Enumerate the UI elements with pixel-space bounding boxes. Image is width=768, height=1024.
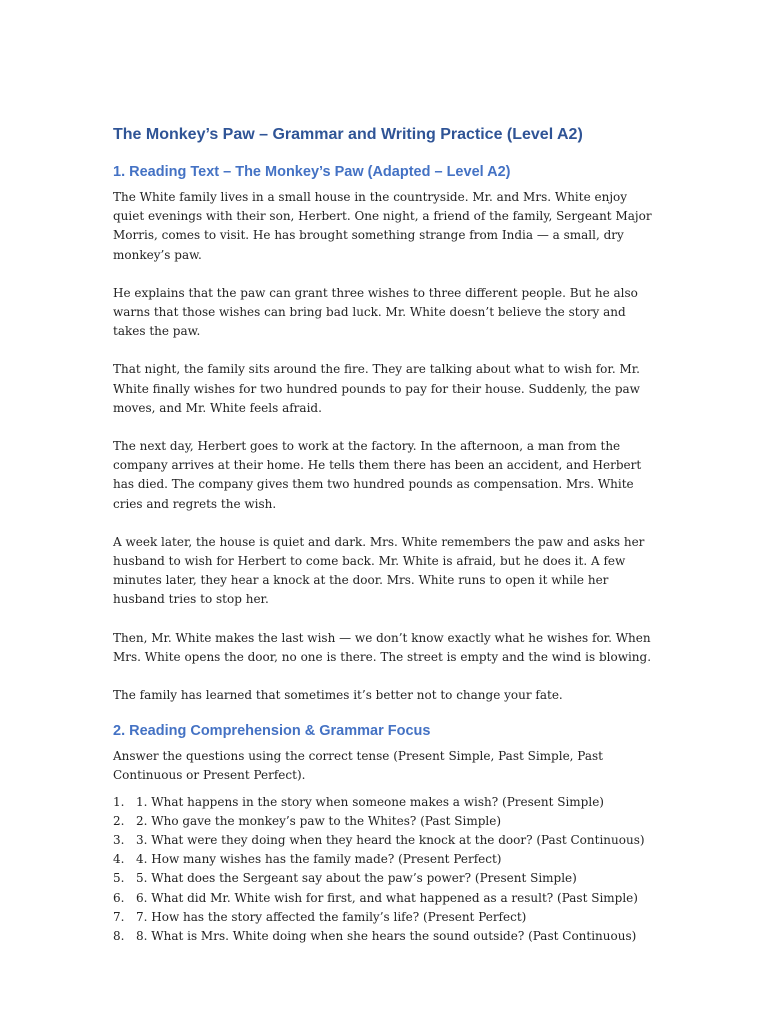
document-page: [113, 124, 658, 946]
list-item-text: 3. What were they doing when they heard the knock at the door? (Past Continuous): [136, 833, 645, 848]
list-item-number: 7.: [113, 909, 125, 924]
story-paragraph-4: The next day, Herbert goes to work at the factory. In the afternoon, a man from the company arrives at their home. He tells them there has been an accident, and Herbert has died. The company gives them two hundred pounds as compensation. Mrs. White cries and regrets the wish.: [113, 439, 642, 511]
section-comprehension: [113, 721, 658, 946]
list-item: [113, 812, 658, 831]
list-item-text: 7. How has the story affected the family’s life? (Present Perfect): [136, 909, 527, 924]
list-item: [113, 889, 658, 908]
story-paragraph-5: A week later, the house is quiet and dark. Mrs. White remembers the paw and asks her husband to wish for Herbert to come back. Mr. White is afraid, but he does it. A few minutes later, they hear a knock at the door. Mrs. White runs to open it while her husband tries to stop her.: [113, 534, 645, 607]
list-item-number: 6.: [113, 890, 125, 905]
list-item-text: 2. Who gave the monkey’s paw to the Whites? (Past Simple): [136, 813, 502, 828]
list-item: [113, 793, 658, 812]
list-item-text: 6. What did Mr. White wish for first, and what happened as a result? (Past Simple): [136, 890, 638, 905]
section-reading-text: [113, 162, 658, 705]
list-item: [113, 927, 658, 946]
list-item: [113, 908, 658, 927]
list-item-text: 1. What happens in the story when someone makes a wish? (Present Simple): [136, 794, 604, 809]
list-item: [113, 850, 658, 869]
question-list: [113, 793, 658, 947]
list-item-number: 8.: [113, 929, 125, 944]
list-item: [113, 869, 658, 888]
story-paragraph-1: The White family lives in a small house in the countryside. Mr. and Mrs. White enjoy quiet evenings with their son, Herbert. One night, a friend of the family, Sergeant Major Morris, comes to visit. He has brought something strange from India — a small, dry monkey’s paw.: [113, 190, 652, 262]
list-item-text: 8. What is Mrs. White doing when she hears the sound outside? (Past Continuous): [136, 929, 637, 944]
list-item-number: 3.: [113, 833, 125, 848]
list-item: [113, 831, 658, 850]
section2-instructions: Answer the questions using the correct tense (Present Simple, Past Simple, Past Continuous or Present Perfect).: [113, 749, 603, 783]
story-paragraph-3: That night, the family sits around the fire. They are talking about what to wish for. Mr. White finally wishes for two hundred pounds to pay for their house. Suddenly, the paw moves, and Mr. White feels afraid.: [113, 362, 640, 415]
list-item-text: 5. What does the Sergeant say about the paw’s power? (Present Simple): [136, 871, 577, 886]
story-paragraph-6: Then, Mr. White makes the last wish — we don’t know exactly what he wishes for. When Mrs. White opens the door, no one is there. The street is empty and the wind is blowing.: [113, 630, 652, 664]
list-item-number: 1.: [113, 794, 125, 809]
document-title: The Monkey’s Paw – Grammar and Writing Practice (Level A2): [113, 126, 583, 143]
list-item-number: 2.: [113, 813, 125, 828]
section1-heading: 1. Reading Text – The Monkey’s Paw (Adapted – Level A2): [113, 164, 511, 180]
story-paragraph-7: The family has learned that sometimes it’s better not to change your fate.: [113, 688, 563, 703]
list-item-number: 5.: [113, 871, 125, 886]
list-item-number: 4.: [113, 852, 125, 867]
list-item-text: 4. How many wishes has the family made? (Present Perfect): [136, 852, 502, 867]
story-paragraph-2: He explains that the paw can grant three wishes to three different people. But he also warns that those wishes can bring bad luck. Mr. White doesn’t believe the story and takes the paw.: [113, 285, 638, 339]
section2-heading: 2. Reading Comprehension & Grammar Focus: [113, 723, 431, 740]
